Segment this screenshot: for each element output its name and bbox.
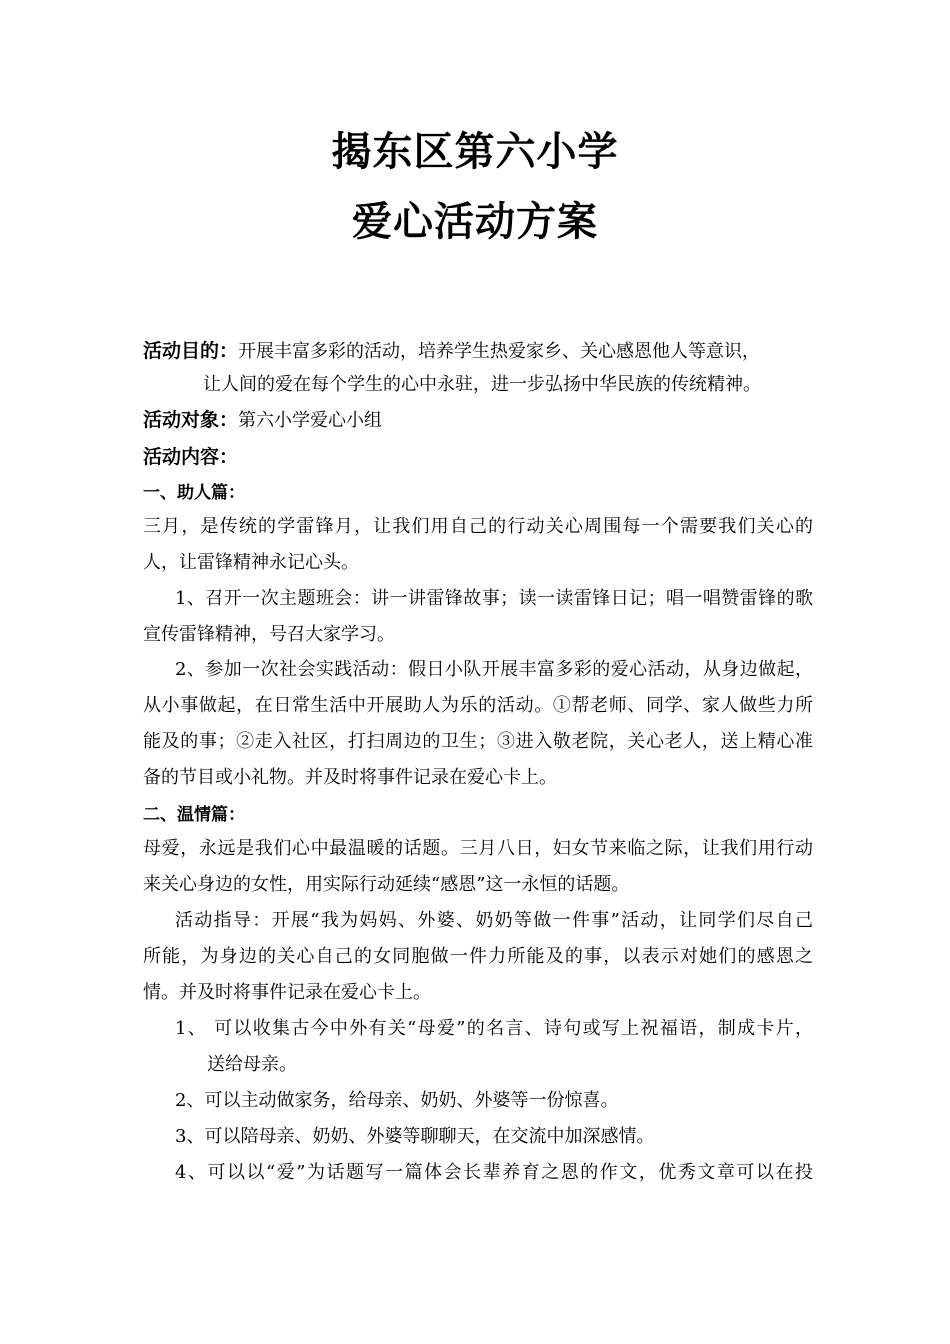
target-text: 第六小学爱心小组: [238, 410, 383, 431]
section1-intro-line: 人，让雷锋精神永记心头。: [143, 552, 359, 573]
section1-item1-line: 1、召开一次主题班会：讲一讲雷锋故事；读一读雷锋日记；唱一唱赞雷锋的歌: [175, 588, 813, 609]
section2-list-item: 3、可以陪母亲、奶奶、外婆等聊聊天，在交流中加深感情。: [175, 1126, 655, 1147]
section1-intro-line: 三月，是传统的学雷锋月，让我们用自己的行动关心周围每一个需要我们关心的: [143, 516, 813, 537]
document-title-school: 揭东区第六小学: [331, 129, 619, 175]
purpose-line-2: 让人间的爱在每个学生的心中永驻，进一步弘扬中华民族的传统精神。: [203, 374, 761, 395]
section2-guide-line: 情。并及时将事件记录在爱心卡上。: [143, 982, 431, 1003]
purpose-text-1: 开展丰富多彩的活动，培养学生热爱家乡、关心感恩他人等意识，: [238, 341, 761, 362]
purpose-line-1: [143, 336, 813, 366]
section1-item2-line: 从小事做起，在日常生活中开展助人为乐的活动。①帮老师、同学、家人做些力所: [143, 695, 813, 716]
target-line: [143, 405, 813, 435]
purpose-label: 活动目的：: [143, 340, 239, 362]
section2-intro-line: 母爱，永远是我们心中最温暖的话题。三月八日，妇女节来临之际，让我们用行动: [143, 838, 813, 859]
section2-list-item: 1、 可以收集古今中外有关“母爱”的名言、诗句或写上祝福语，制成卡片，: [175, 1018, 813, 1039]
content-label: 活动内容：: [143, 446, 239, 468]
section1-heading: 一、助人篇：: [143, 483, 245, 503]
document-title-plan: 爱心活动方案: [352, 199, 598, 245]
section2-guide-line: 活动指导：开展“我为妈妈、外婆、奶奶等做一件事”活动，让同学们尽自己: [175, 910, 813, 931]
section1-item1-line: 宣传雷锋精神，号召大家学习。: [143, 624, 395, 645]
section2-guide-line: 所能，为身边的关心自己的女同胞做一件力所能及的事，以表示对她们的感恩之: [143, 946, 813, 967]
section1-item2-line: 能及的事；②走入社区，打扫周边的卫生；③进入敬老院，关心老人，送上精心准: [143, 731, 813, 752]
section1-item2-line: 2、参加一次社会实践活动：假日小队开展丰富多彩的爱心活动，从身边做起，: [175, 659, 813, 680]
section2-list-item: 2、可以主动做家务，给母亲、奶奶、外婆等一份惊喜。: [175, 1090, 619, 1111]
section2-heading: 二、温情篇：: [143, 805, 245, 825]
section2-list-item: 4、可以以“爱”为话题写一篇体会长辈养育之恩的作文，优秀文章可以在投: [175, 1162, 813, 1183]
section1-item2-line: 备的节目或小礼物。并及时将事件记录在爱心卡上。: [143, 767, 557, 788]
section2-intro-line: 来关心身边的女性，用实际行动延续“感恩”这一永恒的话题。: [143, 874, 630, 895]
target-label: 活动对象：: [143, 409, 239, 431]
section2-list-item: 送给母亲。: [207, 1054, 297, 1075]
